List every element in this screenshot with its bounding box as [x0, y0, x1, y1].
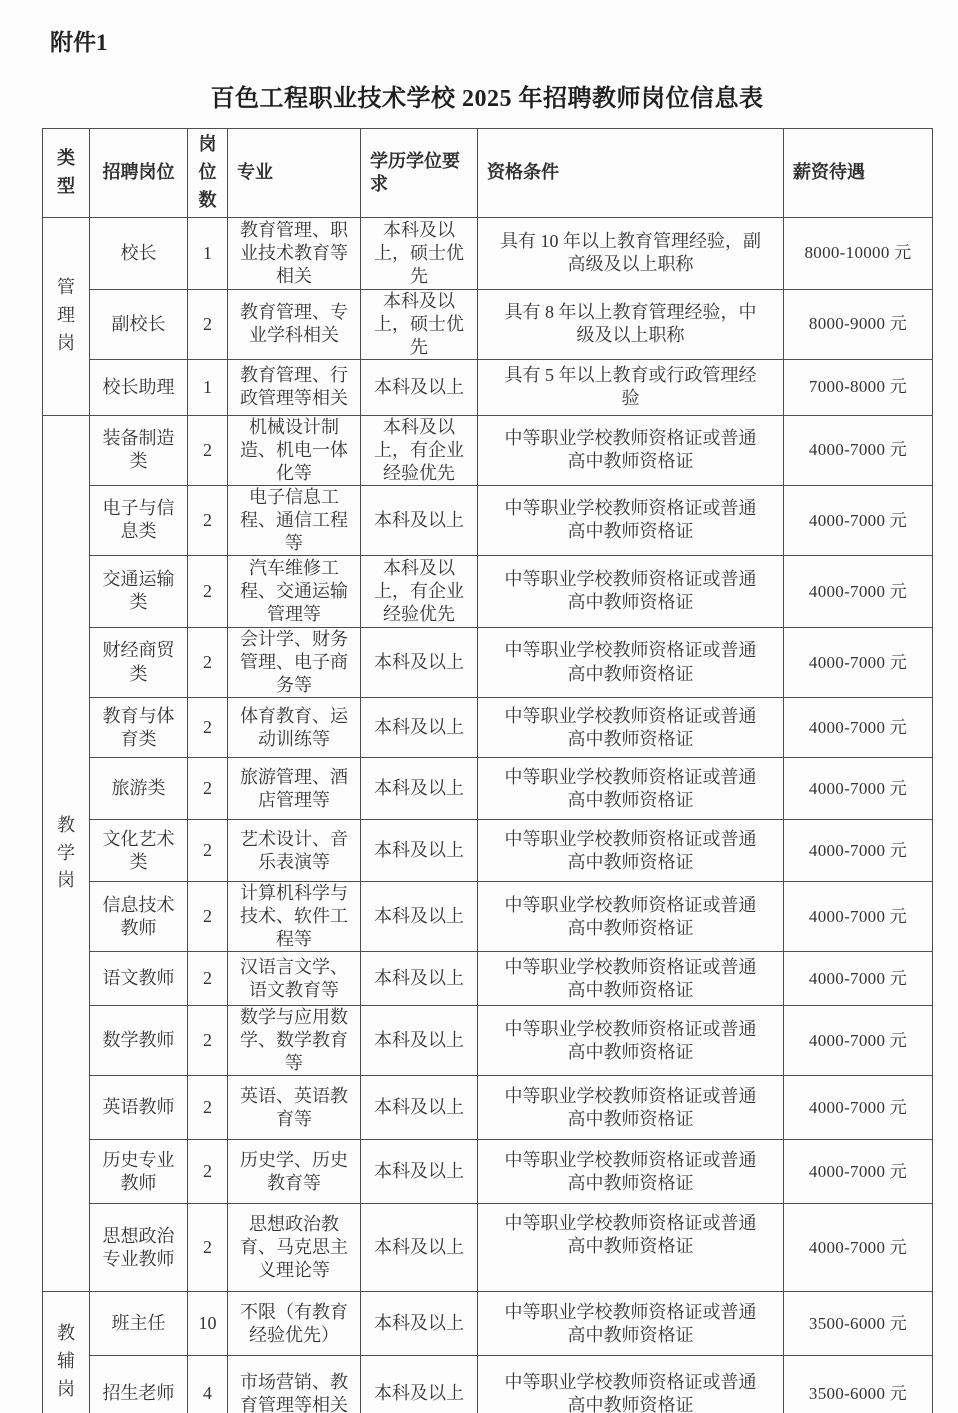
position-cell: 班主任 [90, 1292, 188, 1356]
salary-cell: 7000-8000 元 [784, 359, 933, 415]
qualification-cell: 中等职业学校教师资格证或普通高中教师资格证 [478, 415, 784, 485]
group-label-text: 管理岗 [57, 277, 75, 354]
header-type-label: 类型 [57, 147, 75, 196]
qualification-cell: 中等职业学校教师资格证或普通高中教师资格证 [478, 1006, 784, 1076]
table-row [43, 627, 933, 697]
group-label-teaching [43, 415, 90, 1291]
salary-cell: 4000-7000 元 [784, 952, 933, 1006]
qualification-cell: 中等职业学校教师资格证或普通高中教师资格证 [478, 698, 784, 758]
table-row [43, 415, 933, 485]
education-cell: 本科及以上，硕士优先 [361, 289, 478, 359]
count-cell: 2 [188, 627, 228, 697]
group-label-text: 教辅岗 [57, 1322, 75, 1399]
count-cell: 2 [188, 758, 228, 820]
position-cell: 交通运输类 [90, 555, 188, 627]
major-cell: 市场营销、教育管理等相关 [228, 1356, 361, 1413]
major-cell: 不限（有教育经验优先） [228, 1292, 361, 1356]
page-title: 百色工程职业技术学校 2025 年招聘教师岗位信息表 [210, 86, 764, 112]
table-row [43, 217, 933, 289]
count-cell: 2 [188, 698, 228, 758]
education-cell: 本科及以上 [361, 1140, 478, 1204]
education-cell: 本科及以上 [361, 1076, 478, 1140]
qualification-cell: 中等职业学校教师资格证或普通高中教师资格证 [478, 952, 784, 1006]
header-count [188, 129, 228, 218]
education-cell: 本科及以上 [361, 359, 478, 415]
position-cell: 旅游类 [90, 758, 188, 820]
count-cell: 1 [188, 217, 228, 289]
education-cell: 本科及以上 [361, 485, 478, 555]
position-cell: 校长助理 [90, 359, 188, 415]
count-cell: 2 [188, 415, 228, 485]
major-cell: 历史学、历史教育等 [228, 1140, 361, 1204]
salary-cell: 4000-7000 元 [784, 1076, 933, 1140]
table-row [43, 485, 933, 555]
qualification-cell: 中等职业学校教师资格证或普通高中教师资格证 [478, 1204, 784, 1292]
table-row [43, 1140, 933, 1204]
position-cell: 财经商贸类 [90, 627, 188, 697]
salary-cell: 4000-7000 元 [784, 1140, 933, 1204]
major-cell: 电子信息工程、通信工程等 [228, 485, 361, 555]
count-cell: 10 [188, 1292, 228, 1356]
qualification-cell: 中等职业学校教师资格证或普通高中教师资格证 [478, 555, 784, 627]
position-cell: 文化艺术类 [90, 820, 188, 882]
qualification-cell: 中等职业学校教师资格证或普通高中教师资格证 [478, 1292, 784, 1356]
qualification-cell: 中等职业学校教师资格证或普通高中教师资格证 [478, 820, 784, 882]
table-row [43, 952, 933, 1006]
job-info-table [42, 128, 933, 1413]
count-cell: 2 [188, 555, 228, 627]
position-cell: 语文教师 [90, 952, 188, 1006]
count-cell: 2 [188, 485, 228, 555]
qualification-cell: 中等职业学校教师资格证或普通高中教师资格证 [478, 1076, 784, 1140]
position-cell: 招生老师 [90, 1356, 188, 1413]
table-row [43, 882, 933, 952]
count-cell: 2 [188, 1006, 228, 1076]
header-position: 招聘岗位 [90, 129, 188, 218]
education-cell: 本科及以上 [361, 698, 478, 758]
table-row [43, 1076, 933, 1140]
salary-cell: 4000-7000 元 [784, 415, 933, 485]
education-cell: 本科及以上 [361, 882, 478, 952]
group-label-support [43, 1292, 90, 1413]
table-row [43, 1356, 933, 1413]
salary-cell: 4000-7000 元 [784, 485, 933, 555]
major-cell: 汽车维修工程、交通运输管理等 [228, 555, 361, 627]
major-cell: 思想政治教育、马克思主义理论等 [228, 1204, 361, 1292]
qualification-cell: 中等职业学校教师资格证或普通高中教师资格证 [478, 627, 784, 697]
position-cell: 英语教师 [90, 1076, 188, 1140]
position-cell: 数学教师 [90, 1006, 188, 1076]
position-cell: 思想政治专业教师 [90, 1204, 188, 1292]
major-cell: 旅游管理、酒店管理等 [228, 758, 361, 820]
major-cell: 计算机科学与技术、软件工程等 [228, 882, 361, 952]
position-cell: 副校长 [90, 289, 188, 359]
header-education: 学历学位要求 [361, 129, 478, 218]
qualification-cell: 具有 8 年以上教育管理经验，中级及以上职称 [478, 289, 784, 359]
education-cell: 本科及以上 [361, 627, 478, 697]
position-cell: 校长 [90, 217, 188, 289]
count-cell: 2 [188, 1204, 228, 1292]
qualification-cell: 具有 5 年以上教育或行政管理经验 [478, 359, 784, 415]
education-cell: 本科及以上，有企业经验优先 [361, 415, 478, 485]
salary-cell: 4000-7000 元 [784, 758, 933, 820]
salary-cell: 8000-9000 元 [784, 289, 933, 359]
major-cell: 教育管理、行政管理等相关 [228, 359, 361, 415]
table-row [43, 758, 933, 820]
salary-cell: 3500-6000 元 [784, 1356, 933, 1413]
salary-cell: 4000-7000 元 [784, 698, 933, 758]
header-count-label: 岗位数 [198, 134, 217, 210]
table-row [43, 820, 933, 882]
qualification-cell: 中等职业学校教师资格证或普通高中教师资格证 [478, 758, 784, 820]
salary-cell: 4000-7000 元 [784, 555, 933, 627]
education-cell: 本科及以上 [361, 1292, 478, 1356]
education-cell: 本科及以上，有企业经验优先 [361, 555, 478, 627]
header-major: 专业 [228, 129, 361, 218]
education-cell: 本科及以上 [361, 1204, 478, 1292]
salary-cell: 3500-6000 元 [784, 1292, 933, 1356]
major-cell: 汉语言文学、语文教育等 [228, 952, 361, 1006]
qualification-cell: 中等职业学校教师资格证或普通高中教师资格证 [478, 1356, 784, 1413]
education-cell: 本科及以上 [361, 952, 478, 1006]
position-cell: 装备制造类 [90, 415, 188, 485]
count-cell: 2 [188, 882, 228, 952]
qualification-cell: 中等职业学校教师资格证或普通高中教师资格证 [478, 1140, 784, 1204]
table-row [43, 1292, 933, 1356]
table-row [43, 359, 933, 415]
table-row [43, 289, 933, 359]
group-label-text: 教学岗 [57, 814, 75, 891]
major-cell: 体育教育、运动训练等 [228, 698, 361, 758]
table-row [43, 1204, 933, 1292]
group-label-management [43, 217, 90, 415]
major-cell: 会计学、财务管理、电子商务等 [228, 627, 361, 697]
education-cell: 本科及以上 [361, 1006, 478, 1076]
education-cell: 本科及以上 [361, 820, 478, 882]
position-cell: 信息技术教师 [90, 882, 188, 952]
major-cell: 英语、英语教育等 [228, 1076, 361, 1140]
salary-cell: 4000-7000 元 [784, 1006, 933, 1076]
salary-cell: 4000-7000 元 [784, 627, 933, 697]
education-cell: 本科及以上，硕士优先 [361, 217, 478, 289]
table-header-row [43, 129, 933, 218]
major-cell: 教育管理、专业学科相关 [228, 289, 361, 359]
header-qualification: 资格条件 [478, 129, 784, 218]
education-cell: 本科及以上 [361, 1356, 478, 1413]
header-type [43, 129, 90, 218]
major-cell: 机械设计制造、机电一体化等 [228, 415, 361, 485]
salary-cell: 4000-7000 元 [784, 882, 933, 952]
qualification-cell: 中等职业学校教师资格证或普通高中教师资格证 [478, 485, 784, 555]
table-row [43, 555, 933, 627]
attachment-label: 附件1 [50, 30, 108, 55]
major-cell: 数学与应用数学、数学教育等 [228, 1006, 361, 1076]
table-row [43, 1006, 933, 1076]
position-cell: 历史专业教师 [90, 1140, 188, 1204]
count-cell: 2 [188, 289, 228, 359]
count-cell: 4 [188, 1356, 228, 1413]
count-cell: 2 [188, 820, 228, 882]
position-cell: 教育与体育类 [90, 698, 188, 758]
position-cell: 电子与信息类 [90, 485, 188, 555]
salary-cell: 4000-7000 元 [784, 1204, 933, 1292]
qualification-cell: 具有 10 年以上教育管理经验，副高级及以上职称 [478, 217, 784, 289]
salary-cell: 8000-10000 元 [784, 217, 933, 289]
qualification-cell: 中等职业学校教师资格证或普通高中教师资格证 [478, 882, 784, 952]
major-cell: 艺术设计、音乐表演等 [228, 820, 361, 882]
education-cell: 本科及以上 [361, 758, 478, 820]
count-cell: 1 [188, 359, 228, 415]
count-cell: 2 [188, 1140, 228, 1204]
count-cell: 2 [188, 1076, 228, 1140]
header-salary: 薪资待遇 [784, 129, 933, 218]
count-cell: 2 [188, 952, 228, 1006]
major-cell: 教育管理、职业技术教育等相关 [228, 217, 361, 289]
table-row [43, 698, 933, 758]
salary-cell: 4000-7000 元 [784, 820, 933, 882]
